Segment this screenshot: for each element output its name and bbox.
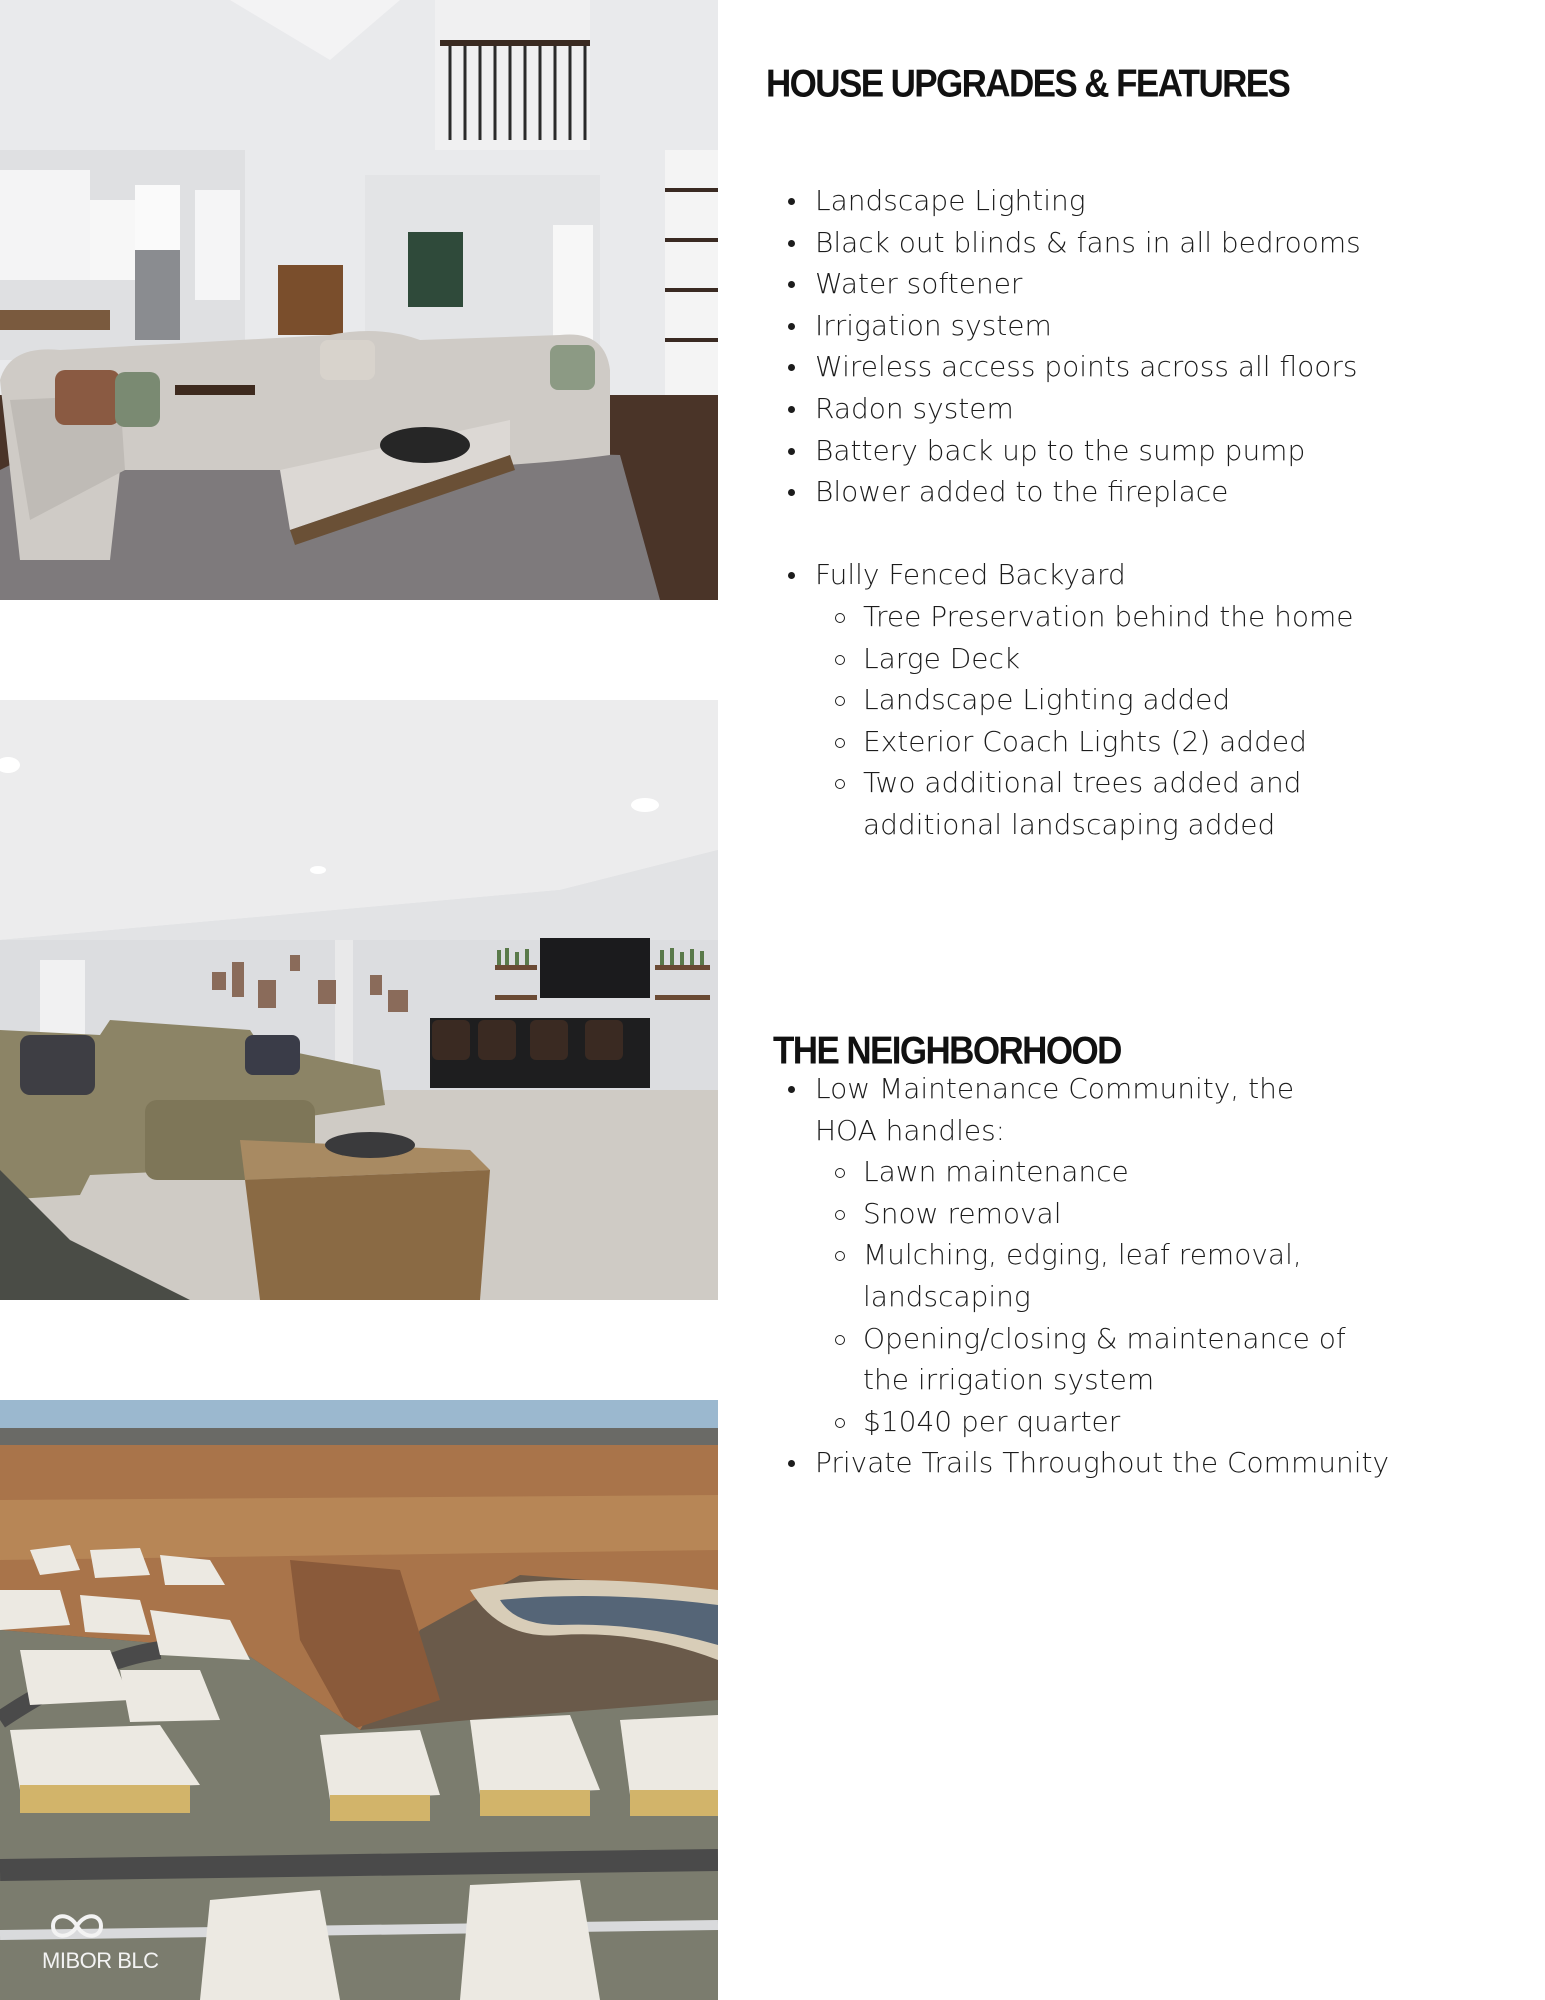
sub-list-item: Exterior Coach Lights (2) added <box>833 721 1485 763</box>
basement-photo <box>0 700 718 1300</box>
list-item: Radon system <box>785 388 1485 430</box>
backyard-sublist <box>815 596 1485 846</box>
infinity-logo-icon <box>47 1908 107 1944</box>
list-item: Landscape Lighting <box>785 180 1485 222</box>
trails-item: Private Trails Throughout the Community <box>785 1442 1485 1484</box>
list-item: Blower added to the fireplace <box>785 471 1485 513</box>
watermark-text: MIBOR BLC <box>42 1948 159 1973</box>
upgrades-heading: HOUSE UPGRADES & FEATURES <box>766 62 1290 106</box>
backyard-item: Fully Fenced Backyard Tree Preservation behind the home Large Deck Landscape Lighting added Exterior Coach Lights (2) added Two additional trees added and additional landscaping added <box>785 554 1485 845</box>
living-room-photo <box>0 0 718 600</box>
hoa-sublist <box>785 1151 1346 1442</box>
sub-list-item: Mulching, edging, leaf removal, landscaping <box>833 1234 1303 1317</box>
list-item: Irrigation system <box>785 305 1485 347</box>
neighborhood-list <box>785 1068 1485 1484</box>
list-item: Wireless access points across all floors <box>785 346 1485 388</box>
sub-list-item: $1040 per quarter <box>833 1401 1335 1443</box>
list-item: Water softener <box>785 263 1485 305</box>
sub-list-item: Opening/closing & maintenance of the irrigation system <box>833 1318 1393 1401</box>
mibor-watermark <box>42 1908 162 1978</box>
sub-list-item: Snow removal <box>833 1193 1335 1235</box>
sub-list-item: Landscape Lighting added <box>833 679 1485 721</box>
sub-list-item: Large Deck <box>833 638 1485 680</box>
list-item: Black out blinds & fans in all bedrooms <box>785 222 1485 264</box>
sub-list-item: Tree Preservation behind the home <box>833 596 1485 638</box>
sub-list-item: Two additional trees added and additional landscaping added <box>833 762 1423 845</box>
list-item: Battery back up to the sump pump <box>785 430 1485 472</box>
neighborhood-heading: THE NEIGHBORHOOD <box>773 1029 1121 1073</box>
sub-list-item: Lawn maintenance <box>833 1151 1335 1193</box>
upgrades-list <box>785 180 1485 846</box>
hoa-item: Low Maintenance Community, the HOA handles: Lawn maintenance Snow removal Mulching, edging, leaf removal, landscaping Opening/closing & maintenance of the irrigation system $1040 per quarter <box>785 1068 1335 1442</box>
